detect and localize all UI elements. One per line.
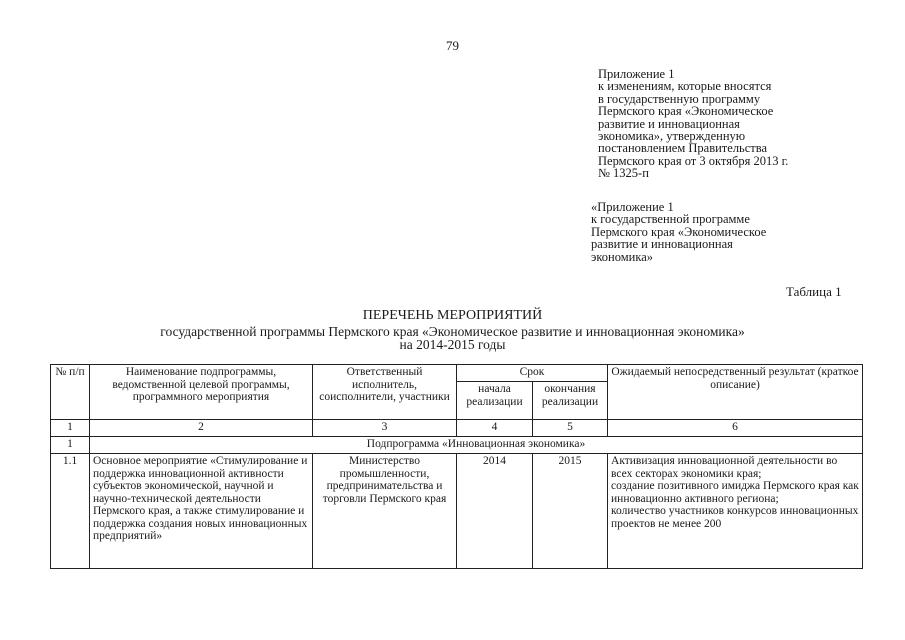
column-number: 5 [533, 420, 608, 437]
column-number: 2 [90, 420, 313, 437]
header-result: Ожидаемый непосредственный результат (краткое описание) [608, 365, 863, 420]
document-title: ПЕРЕЧЕНЬ МЕРОПРИЯТИЙ [362, 308, 543, 323]
appendix-header-2 [591, 201, 766, 263]
appendix-line: развитие и инновационная [598, 116, 740, 131]
column-number: 3 [313, 420, 457, 437]
appendix-line: к изменениям, которые вносятся [598, 79, 772, 94]
page-number: 79 [446, 38, 459, 53]
appendix-line: Приложение 1 [598, 67, 675, 81]
table-header-row [51, 365, 863, 382]
header-name: Наименование подпрограммы, ведомственной целевой программы, программного мероприятия [90, 365, 313, 420]
column-number: 1 [51, 420, 90, 437]
subprogram-title: Подпрограмма «Инновационная экономика» [90, 437, 863, 454]
appendix-line: № 1325-п [598, 166, 649, 181]
column-number: 4 [457, 420, 533, 437]
document-subtitle: государственной программы Пермского края «Экономическое развитие и инновационная экономика» [160, 324, 745, 339]
appendix-line: экономика» [591, 249, 654, 264]
column-number-row [51, 420, 863, 437]
appendix-line: экономика», утвержденную [598, 129, 746, 144]
row-end: 2015 [533, 454, 608, 569]
header-responsible: Ответственный исполнитель, соисполнители, участники [313, 365, 457, 420]
subprogram-row [51, 437, 863, 454]
result-line: Активизация инновационной деятельности во всех секторах экономики края; [611, 455, 838, 480]
result-line: количество участников конкурсов инновационных проектов не менее 200 [611, 505, 859, 530]
appendix-line: «Приложение 1 [591, 200, 674, 214]
row-num: 1.1 [51, 454, 90, 569]
row-result [608, 454, 863, 569]
table-row [51, 454, 863, 569]
appendix-line: Пермского края от 3 октября 2013 г. [598, 153, 789, 168]
header-term-end: окончания реализации [533, 382, 608, 420]
document-period: на 2014-2015 годы [399, 337, 506, 352]
row-name: Основное мероприятие «Стимулирование и поддержка инновационной активности субъектов экономической, научной и научно-технической деятельности Пермского края, а также стимулирование и поддержка создания новых инновационных предприятий» [90, 454, 313, 569]
header-num: № п/п [51, 365, 90, 420]
result-line: создание позитивного имиджа Пермского края как инновационно активного региона; [611, 480, 859, 505]
appendix-line: постановлением Правительства [598, 141, 768, 156]
appendix-header [598, 68, 788, 180]
row-start: 2014 [457, 454, 533, 569]
measures-table [50, 364, 863, 569]
column-number: 6 [608, 420, 863, 437]
appendix-line: к государственной программе [591, 212, 750, 227]
appendix-line: развитие и инновационная [591, 237, 733, 252]
appendix-line: Пермского края «Экономическое [598, 104, 774, 119]
header-term: Срок [457, 365, 608, 382]
header-term-start: начала реализации [457, 382, 533, 420]
row-responsible: Министерство промышленности, предпринимательства и торговли Пермского края [313, 454, 457, 569]
table-label: Таблица 1 [786, 284, 842, 299]
appendix-line: Пермского края «Экономическое [591, 224, 767, 239]
subprogram-num: 1 [51, 437, 90, 454]
appendix-line: в государственную программу [598, 91, 761, 106]
